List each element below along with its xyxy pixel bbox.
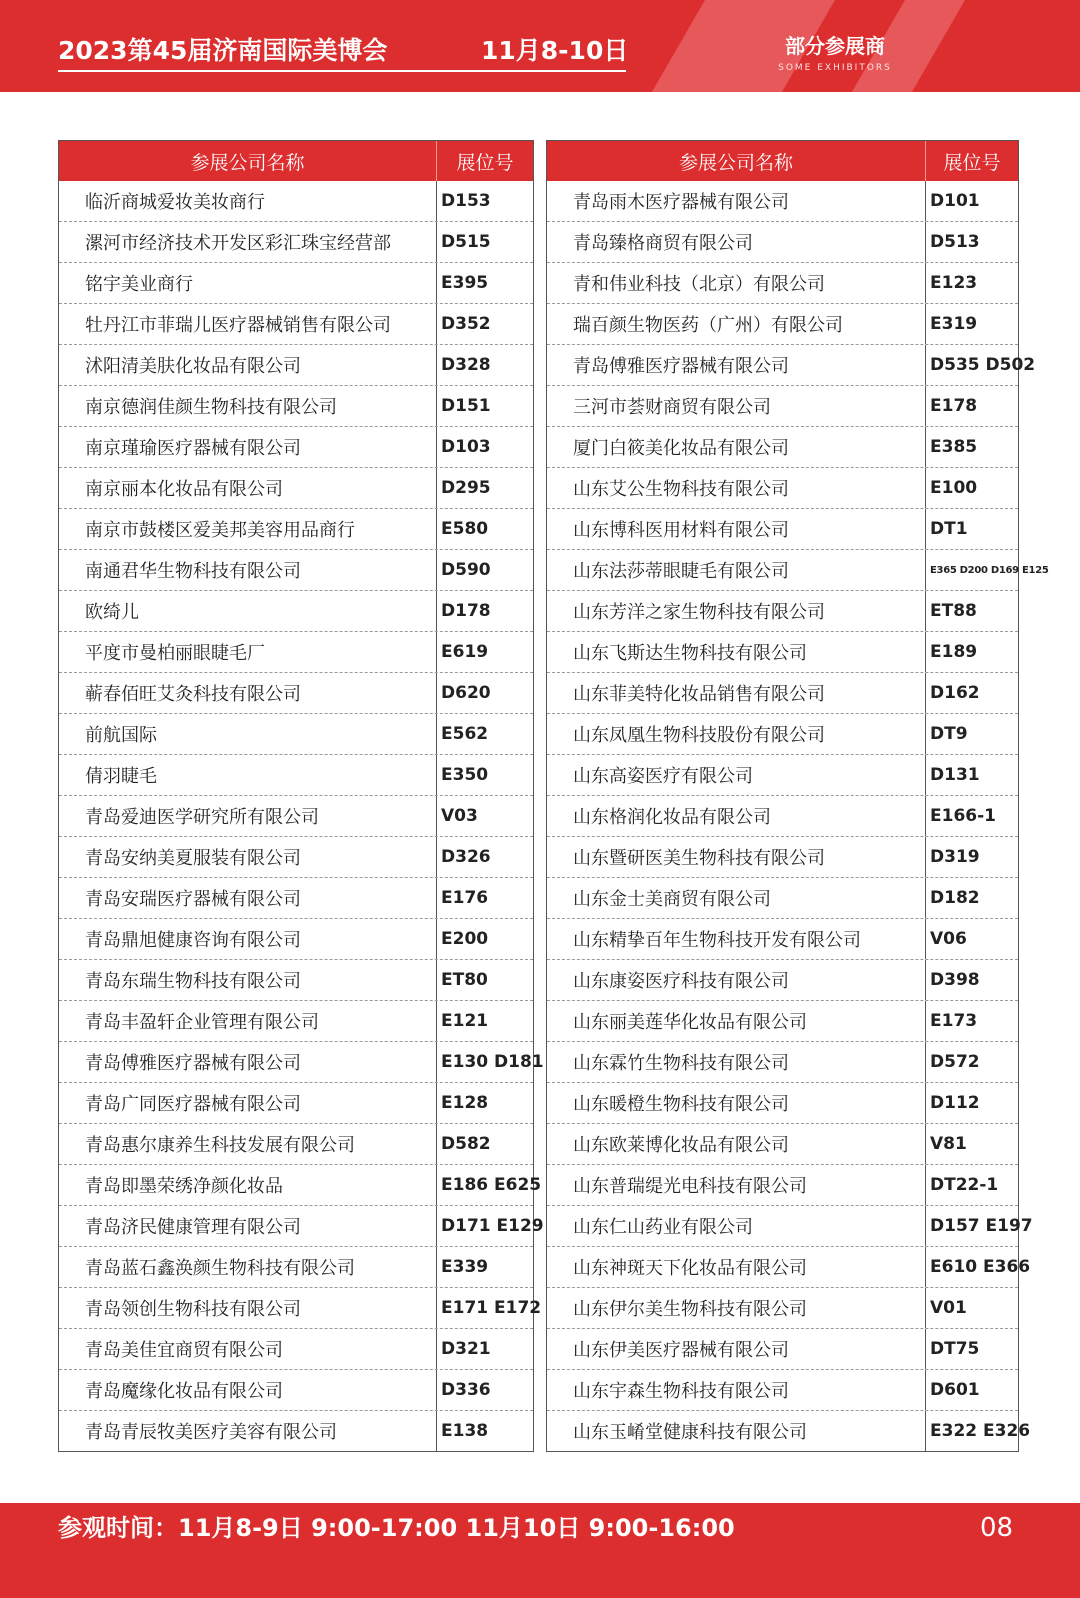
table-row [547,1410,1031,1451]
table-row [59,1123,533,1164]
booth-number: E189 [925,632,1017,672]
booth-number: E580 [436,509,532,549]
table-row [547,344,1036,385]
table-row [59,754,533,795]
expo-title: 2023第45届济南国际美博会 [58,36,388,65]
booth-number: D295 [436,468,532,508]
booth-number: E138 [436,1411,532,1451]
company-name: 青岛魔缘化妆品有限公司 [85,1381,283,1402]
company-name: 平度市曼柏丽眼睫毛厂 [85,643,265,664]
company-name: 青岛美佳宜商贸有限公司 [85,1340,283,1361]
booth-number: E610 E366 [925,1247,1017,1287]
booth-number: D319 [925,837,1017,877]
booth-number: D171 E129 [436,1206,532,1246]
table-row [59,1000,533,1041]
company-name: 瑞百颜生物医药（广州）有限公司 [573,315,843,336]
table-row [547,836,1018,877]
company-name: 青岛雨木医疗器械有限公司 [573,192,789,213]
company-name: 前航国际 [85,725,157,746]
company-name: 青岛惠尔康养生科技发展有限公司 [85,1135,355,1156]
booth-number: E123 [925,263,1017,303]
company-name: 山东芳洋之家生物科技有限公司 [573,602,825,623]
booth-number: D352 [436,304,532,344]
booth-number: V81 [925,1124,1017,1164]
title-underline [58,70,626,72]
booth-number: E100 [925,468,1017,508]
table-row [59,508,533,549]
table-row [547,1041,1018,1082]
booth-number: E178 [925,386,1017,426]
company-name: 南通君华生物科技有限公司 [85,561,301,582]
company-name: 青岛安纳美夏服装有限公司 [85,848,301,869]
company-name: 山东金士美商贸有限公司 [573,889,771,910]
booth-number: D513 [925,222,1017,262]
booth-number: D326 [436,837,532,877]
booth-number: D157 E197 [925,1206,1017,1246]
company-name: 漯河市经济技术开发区彩汇珠宝经营部 [85,233,391,254]
company-name: 三河市荟财商贸有限公司 [573,397,771,418]
booth-number: E339 [436,1247,532,1287]
table-row [547,1246,1031,1287]
table-row [59,181,533,221]
booth-number: E562 [436,714,532,754]
company-name: 山东伊美医疗器械有限公司 [573,1340,789,1361]
table-row [59,262,533,303]
visit-time: 参观时间：11月8-9日 9:00-17:00 11月10日 9:00-16:00 [58,1514,735,1542]
table-body [547,181,1049,1451]
booth-number: D321 [436,1329,532,1369]
company-name: 山东精挚百年生物科技开发有限公司 [573,930,861,951]
company-name: 青岛蓝石鑫涣颜生物科技有限公司 [85,1258,355,1279]
booth-number: E121 [436,1001,532,1041]
table-row [547,303,1018,344]
booth-number: D590 [436,550,532,590]
company-name: 山东法莎蒂眼睫毛有限公司 [573,561,789,582]
booth-number: V03 [436,796,532,836]
company-name: 山东丽美莲华化妆品有限公司 [573,1012,807,1033]
booth-number: D178 [436,591,532,631]
table-row [547,1082,1018,1123]
company-name: 山东伊尔美生物科技有限公司 [573,1299,807,1320]
booth-number: D572 [925,1042,1017,1082]
company-name: 青岛安瑞医疗器械有限公司 [85,889,301,910]
table-row [59,426,533,467]
table-row [59,1082,533,1123]
booth-number: E166-1 [925,796,1017,836]
booth-number: D601 [925,1370,1017,1410]
company-name: 山东玉崤堂健康科技有限公司 [573,1422,807,1443]
booth-number: D620 [436,673,532,713]
company-name: 青岛广同医疗器械有限公司 [85,1094,301,1115]
company-name: 欧绮儿 [85,602,139,623]
company-name: 山东霖竹生物科技有限公司 [573,1053,789,1074]
booth-number: D151 [436,386,532,426]
company-name: 山东普瑞缇光电科技有限公司 [573,1176,807,1197]
table-row [547,1123,1018,1164]
table-row [547,181,1018,221]
company-name: 青岛丰盈轩企业管理有限公司 [85,1012,319,1033]
booth-number: E171 E172 [436,1288,532,1328]
company-name: 青岛鼎旭健康咨询有限公司 [85,930,301,951]
section-tag: 部分参展商 [785,34,885,58]
company-name: 山东凤凰生物科技股份有限公司 [573,725,825,746]
table-row [59,795,533,836]
table-row [547,1000,1018,1041]
column-header-booth: 展位号 [436,141,533,181]
company-name: 沭阳清美肤化妆品有限公司 [85,356,301,377]
table-row [59,549,533,590]
company-name: 山东神斑天下化妆品有限公司 [573,1258,807,1279]
booth-number: E128 [436,1083,532,1123]
booth-number: D582 [436,1124,532,1164]
company-name: 青岛傅雅医疗器械有限公司 [85,1053,301,1074]
table-row [547,549,1049,590]
company-name: 南京瑾瑜医疗器械有限公司 [85,438,301,459]
table-row [59,1410,533,1451]
company-name: 山东飞斯达生物科技有限公司 [573,643,807,664]
table-row [547,1369,1018,1410]
company-name: 牡丹江市菲瑞儿医疗器械销售有限公司 [85,315,391,336]
company-name: 山东康姿医疗科技有限公司 [573,971,789,992]
table-row [59,836,533,877]
company-name: 山东仁山药业有限公司 [573,1217,753,1238]
booth-number: V01 [925,1288,1017,1328]
company-name: 青岛济民健康管理有限公司 [85,1217,301,1238]
table-row [59,303,533,344]
company-name: 青和伟业科技（北京）有限公司 [573,274,825,295]
exhibitor-table-left [58,140,544,1452]
booth-number: DT1 [925,509,1017,549]
booth-number: E385 [925,427,1017,467]
booth-number: E200 [436,919,532,959]
booth-number: V06 [925,919,1017,959]
booth-number: D103 [436,427,532,467]
company-name: 山东暖橙生物科技有限公司 [573,1094,789,1115]
column-header-booth: 展位号 [925,141,1018,181]
booth-number: ET80 [436,960,532,1000]
company-name: 青岛爱迪医学研究所有限公司 [85,807,319,828]
table-row [547,385,1018,426]
table-row [59,385,533,426]
table-row [547,672,1018,713]
booth-number: D182 [925,878,1017,918]
booth-number: D336 [436,1370,532,1410]
table-row [547,795,1018,836]
booth-number: E395 [436,263,532,303]
booth-number: E186 E625 [436,1165,532,1205]
booth-number: D153 [436,181,532,221]
booth-number: DT9 [925,714,1017,754]
company-name: 山东宇森生物科技有限公司 [573,1381,789,1402]
company-name: 山东博科医用材料有限公司 [573,520,789,541]
table-row [547,1205,1033,1246]
column-header-company: 参展公司名称 [190,151,305,174]
table-row [547,262,1018,303]
company-name: 山东暨研医美生物科技有限公司 [573,848,825,869]
booth-number: D101 [925,181,1017,221]
company-name: 山东菲美特化妆品销售有限公司 [573,684,825,705]
table-row [59,1328,533,1369]
table-row [59,631,533,672]
expo-date: 11月8-10日 [481,36,629,65]
table-row [547,426,1018,467]
booth-number: ET88 [925,591,1017,631]
booth-number: D328 [436,345,532,385]
company-name: 青岛青辰牧美医疗美容有限公司 [85,1422,337,1443]
table-body [59,181,544,1451]
table-row [59,1205,544,1246]
table-row [59,221,533,262]
table-header [59,141,533,181]
table-row [59,1041,544,1082]
table-row [547,754,1018,795]
company-name: 青岛臻格商贸有限公司 [573,233,753,254]
company-name: 南京丽本化妆品有限公司 [85,479,283,500]
table-row [59,1164,542,1205]
booth-number: D162 [925,673,1017,713]
company-name: 蕲春佰旺艾灸科技有限公司 [85,684,301,705]
company-name: 山东欧莱博化妆品有限公司 [573,1135,789,1156]
column-header-company: 参展公司名称 [678,151,793,174]
table-row [547,631,1018,672]
page-number: 08 [980,1513,1014,1543]
table-row [59,959,533,1000]
company-name: 南京德润佳颜生物科技有限公司 [85,397,337,418]
table-row [547,221,1018,262]
booth-number: D515 [436,222,532,262]
company-name: 铭宇美业商行 [85,274,193,295]
booth-number: D112 [925,1083,1017,1123]
booth-number: E176 [436,878,532,918]
company-name: 山东艾公生物科技有限公司 [573,479,789,500]
booth-number: E173 [925,1001,1017,1041]
table-row [59,344,533,385]
booth-number: E350 [436,755,532,795]
table-row [547,877,1018,918]
company-name: 山东格润化妆品有限公司 [573,807,771,828]
company-name: 山东高姿医疗有限公司 [573,766,753,787]
table-row [547,1164,1018,1205]
table-row [547,918,1018,959]
table-row [547,508,1018,549]
booth-number: D131 [925,755,1017,795]
booth-number: E319 [925,304,1017,344]
table-row [59,877,533,918]
booth-number: E365 D200 D169 E125 [925,550,1017,590]
booth-number: DT22-1 [925,1165,1017,1205]
company-name: 青岛东瑞生物科技有限公司 [85,971,301,992]
table-row [547,1328,1018,1369]
booth-number: E619 [436,632,532,672]
booth-number: E322 E326 [925,1411,1017,1451]
company-name: 青岛领创生物科技有限公司 [85,1299,301,1320]
booth-number: D398 [925,960,1017,1000]
company-name: 倩羽睫毛 [85,766,157,787]
company-name: 南京市鼓楼区爱美邦美容用品商行 [85,520,355,541]
table-row [59,713,533,754]
booth-number: D535 D502 [925,345,1017,385]
booth-number: E130 D181 [436,1042,532,1082]
table-row [547,713,1018,754]
table-row [547,467,1018,508]
section-tag-en: SOME EXHIBITORS [778,63,892,73]
table-row [547,1287,1018,1328]
table-row [59,918,533,959]
table-row [59,590,533,631]
table-row [59,672,533,713]
table-row [547,959,1018,1000]
table-header [547,141,1018,181]
table-row [59,1246,533,1287]
table-row [59,467,533,508]
exhibitor-table-right [546,140,1049,1452]
company-name: 临沂商城爱妆美妆商行 [85,192,265,213]
table-row [547,590,1018,631]
company-name: 厦门白筱美化妆品有限公司 [573,438,789,459]
company-name: 青岛即墨荣绣净颜化妆品 [85,1176,283,1197]
table-row [59,1369,533,1410]
company-name: 青岛傅雅医疗器械有限公司 [573,356,789,377]
booth-number: DT75 [925,1329,1017,1369]
table-row [59,1287,542,1328]
